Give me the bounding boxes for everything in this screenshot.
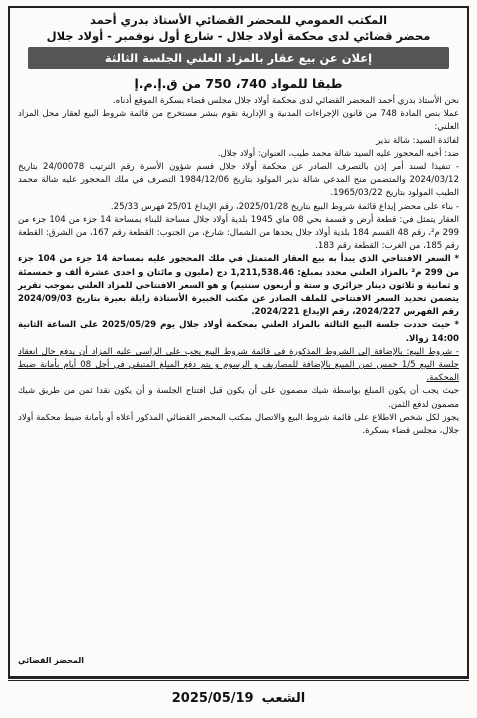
newspaper-name: الشعب xyxy=(261,690,306,706)
body-paragraph: - بناء على محضر إيداع قائمة شروط البيع بتاريخ 2025/01/28، رقم الإيداع 25/01 فهرس 25/33. xyxy=(110,201,459,212)
body-paragraph: العقار يتمثل في: قطعة أرض و قسمة بحي 08 ماي 1945 بلدية أولاد جلال مساحة للبناء بمساحة 14 جزء من 104 جزء من 299 م²، رقم 48 القسم 184 بلدية أولاد جلال يحدها من الشمال: شارع، من الجنوب: القطعة رقم 167، من الشرق: القطعة رقم 185، من الغرب: القطعة رقم 183. xyxy=(18,214,460,252)
body-paragraph: * السعر الافتتاحي الذي يبدأ به بيع العقار المتمثل في ملك المحجور عليه بمساحة 14 جزء من 104 جزء من 299 م² بالمزاد العلني محدد بمبلغ: 1,211,538.46 دج (مليون و مائتان و احدى عشرة ألف و خمسمئة و ثمانية و ثلاثون دينار جزائري و ستة و أربعون سنتيم) و هو السعر الافتتاحي للمزاد العلني بموجب تقرير يتضمن تحديد السعر الافتتاحي للملف الصادر عن مكتب الخبيرة الأستاذة زايلة بعيرة بتاريخ 2024/09/03 رقم الفهرس 2024/227، رقم الإيداع 2024/221. xyxy=(18,254,459,318)
body-paragraph: - تنفيذا لسند أمر إذن بالتصرف الصادر عن محكمة أولاد جلال قسم شؤون الأسرة رقم الترتيب 24/00078 بتاريخ 2024/03/12 والمتضمن منح المدعي شالة نذير المولود بتاريخ 1984/12/06 التصرف في ملك المحجور عليه شالة محمد الطيب المولود بتاريخ 1965/03/22. xyxy=(18,162,459,199)
body-paragraph: ضد: أخيه المحجوز عليه السيد شالة محمد طيب، العنوان: أولاد جلال. xyxy=(217,148,459,159)
publication-date: 2025/05/19 xyxy=(171,690,254,706)
body-paragraph: نحن الأستاذ بدري أحمد المحضر القضائي لدى محكمة أولاد جلال مجلس قضاء بسكرة الموقع أدناه. xyxy=(113,96,459,106)
body-paragraph: حيث يجب أن يكون المبلغ بواسطة شيك مصمون على أن يكون قبل افتتاح الجلسة و أن يكون نقدا ثمن من طريق شيك مصمون لدفع الثمن. xyxy=(18,386,459,410)
body-paragraph: لفائدة السيد: شالة نذير xyxy=(376,135,459,146)
announcement-body xyxy=(18,95,459,438)
office-title: المكتب العمومي للمحضر القضائي الأستاذ بدري أحمد xyxy=(89,13,388,27)
announcement-banner: إعلان عن بيع عقار بالمزاد العلني الجلسة الثالثة xyxy=(28,47,449,69)
newspaper-footer xyxy=(8,678,469,715)
bailiff-signature: المحضر القضائي xyxy=(18,656,85,665)
body-paragraph: * حيث حددت جلسة البيع الثالثة بالمزاد العلني بمحكمة أولاد جلال يوم 2025/05/29 على الساعة الثانية 14:00 زوالا. xyxy=(18,320,459,344)
office-address: محضر قضائي لدى محكمة أولاد جلال - شارع أول نوفمبر - أولاد جلال xyxy=(46,29,431,43)
body-paragraph: عملا بنص المادة 748 من قانون الإجراءات المدنية و الإدارية نقوم بنشر مستخرج من قائمة شروط البيع لعقار محل المزاد العلني: xyxy=(18,109,459,133)
announcement-frame xyxy=(8,6,469,678)
body-paragraph: يجوز لكل شخص الاطلاع على قائمة شروط البيع والاتصال بمكتب المحضر القضائي المذكور أعلاه أو بأمانة ضبط محكمة أولاد جلال، مجلس قضاء بسكرة. xyxy=(18,412,459,437)
body-paragraph: - شروط البيع: بالإضافة إلى الشروط المذكورة في قائمة شروط البيع يجب على الراسي عليه المزاد أن يدفع حال انعقاد جلسة البيع 1/5 خمس ثمن المبيع بالإضافة للمصاريف و الرسوم و يتم دفع المبلغ المتبقي في أجل 08 أيام بأمانة ضبط المحكمة. xyxy=(18,346,459,384)
legal-reference: طبقا للمواد 740، 750 من ق.إ.م.إ xyxy=(134,76,343,91)
